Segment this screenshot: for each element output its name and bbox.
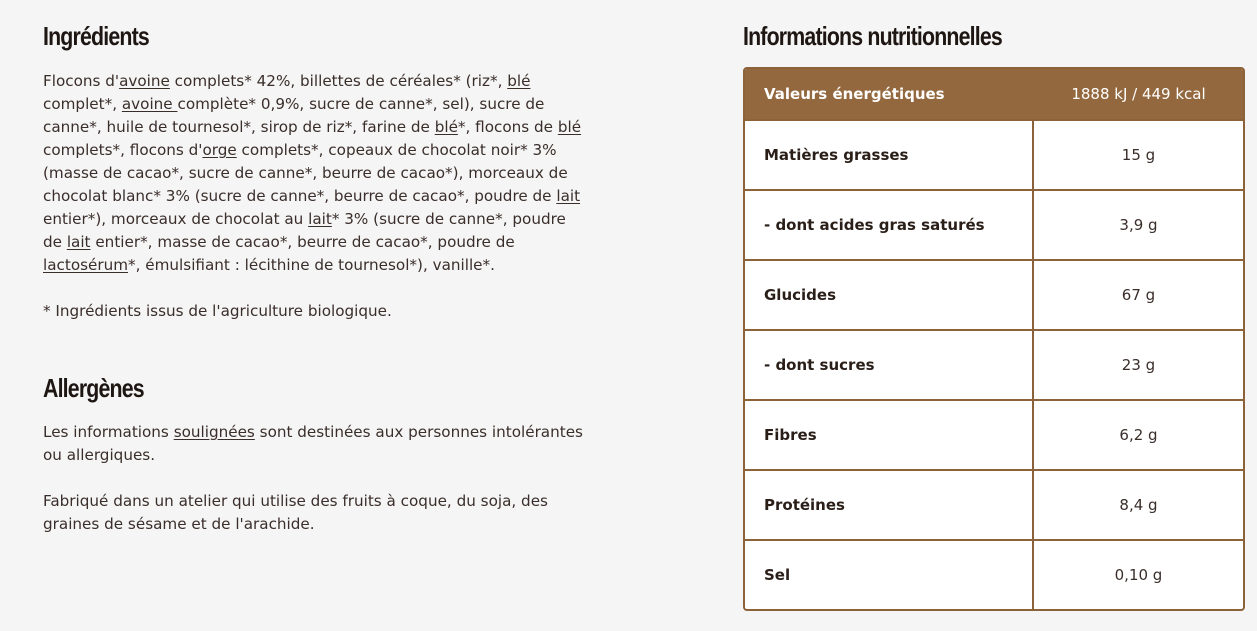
nutrition-heading: Informations nutritionnelles bbox=[743, 21, 1002, 51]
nutrient-value: 8,4 g bbox=[1119, 496, 1158, 514]
allergens-info bbox=[43, 421, 588, 467]
nutrition-row bbox=[745, 469, 1243, 539]
nutrient-value: 6,2 g bbox=[1119, 426, 1158, 444]
nutrient-name: Glucides bbox=[745, 261, 1034, 329]
ingredients-segment: complets* 42%, billettes de céréales* (riz*, bbox=[169, 72, 508, 90]
ingredients-segment: complets*, flocons d' bbox=[43, 141, 203, 159]
nutrition-header-row bbox=[745, 69, 1243, 119]
nutrient-value: 3,9 g bbox=[1119, 216, 1158, 234]
allergens-heading: Allergènes bbox=[43, 373, 144, 403]
nutrition-column bbox=[743, 18, 1243, 611]
nutrition-row bbox=[745, 259, 1243, 329]
allergen-word: lait bbox=[66, 233, 91, 251]
nutrition-row bbox=[745, 399, 1243, 469]
nutrition-row bbox=[745, 119, 1243, 189]
ingredients-segment: * 3% (sucre de canne*, poudre de bbox=[43, 210, 566, 251]
ingredients-segment: complète* 0,9%, sucre de canne*, sel), sucre de canne*, huile de tournesol*, sirop de riz*, farine de bbox=[43, 95, 545, 136]
ingredients-segment: entier*, masse de cacao*, beurre de cacao*, poudre de bbox=[90, 233, 515, 251]
nutrient-value: 67 g bbox=[1121, 286, 1156, 304]
allergen-word: avoine bbox=[119, 72, 170, 90]
ingredients-segment: *, flocons de bbox=[457, 118, 558, 136]
allergens-underlined-word: soulignées bbox=[173, 423, 255, 441]
nutrition-row bbox=[745, 329, 1243, 399]
allergens-info-end: sont destinées aux personnes intolérantes ou allergiques. bbox=[43, 423, 583, 464]
nutrient-name: Sel bbox=[745, 541, 1034, 609]
workshop-notice: Fabriqué dans un atelier qui utilise des fruits à coque, du soja, des graines de sésame et de l'arachide. bbox=[43, 492, 548, 533]
nutrition-row bbox=[745, 189, 1243, 259]
ingredients-segment: complets*, copeaux de chocolat noir* 3% (masse de cacao*, sucre de canne*, beurre de cacao*), morceaux de chocolat blanc* 3% (sucre de canne*, beurre de cacao*, poudre de bbox=[43, 141, 568, 205]
allergen-word: blé bbox=[434, 118, 458, 136]
spacer bbox=[43, 467, 588, 490]
product-details-column bbox=[43, 18, 588, 536]
nutrient-name: Matières grasses bbox=[745, 121, 1034, 189]
nutrient-name: Fibres bbox=[745, 401, 1034, 469]
energy-label: Valeurs énergétiques bbox=[764, 85, 945, 103]
energy-value: 1888 kJ / 449 kcal bbox=[1071, 85, 1206, 103]
allergen-word: lait bbox=[556, 187, 581, 205]
ingredients-segment: *, émulsifiant : lécithine de tournesol*), vanille*. bbox=[128, 256, 495, 274]
allergen-word: orge bbox=[202, 141, 237, 159]
allergen-word: lactosérum bbox=[43, 256, 129, 274]
nutrient-name: Protéines bbox=[745, 471, 1034, 539]
nutrient-value: 23 g bbox=[1121, 356, 1156, 374]
ingredients-segment: complet*, bbox=[43, 95, 122, 113]
allergen-word: blé bbox=[557, 118, 582, 136]
nutrient-name: - dont sucres bbox=[745, 331, 1034, 399]
ingredients-segment: Flocons d' bbox=[43, 72, 120, 90]
organic-footnote: * Ingrédients issus de l'agriculture biologique. bbox=[43, 302, 392, 320]
ingredients-text bbox=[43, 70, 588, 277]
ingredients-segment: entier*), morceaux de chocolat au bbox=[43, 210, 309, 228]
nutrition-row bbox=[745, 539, 1243, 609]
allergens-info-start: Les informations bbox=[43, 423, 174, 441]
nutrient-name: - dont acides gras saturés bbox=[745, 191, 1034, 259]
nutrition-rows bbox=[745, 119, 1243, 609]
nutrient-value: 0,10 g bbox=[1114, 566, 1163, 584]
allergen-word: blé bbox=[507, 72, 531, 90]
nutrition-table bbox=[743, 67, 1245, 611]
allergen-word: lait bbox=[308, 210, 332, 228]
ingredients-heading: Ingrédients bbox=[43, 21, 149, 51]
allergen-word: avoine bbox=[121, 95, 178, 113]
nutrient-value: 15 g bbox=[1121, 146, 1156, 164]
